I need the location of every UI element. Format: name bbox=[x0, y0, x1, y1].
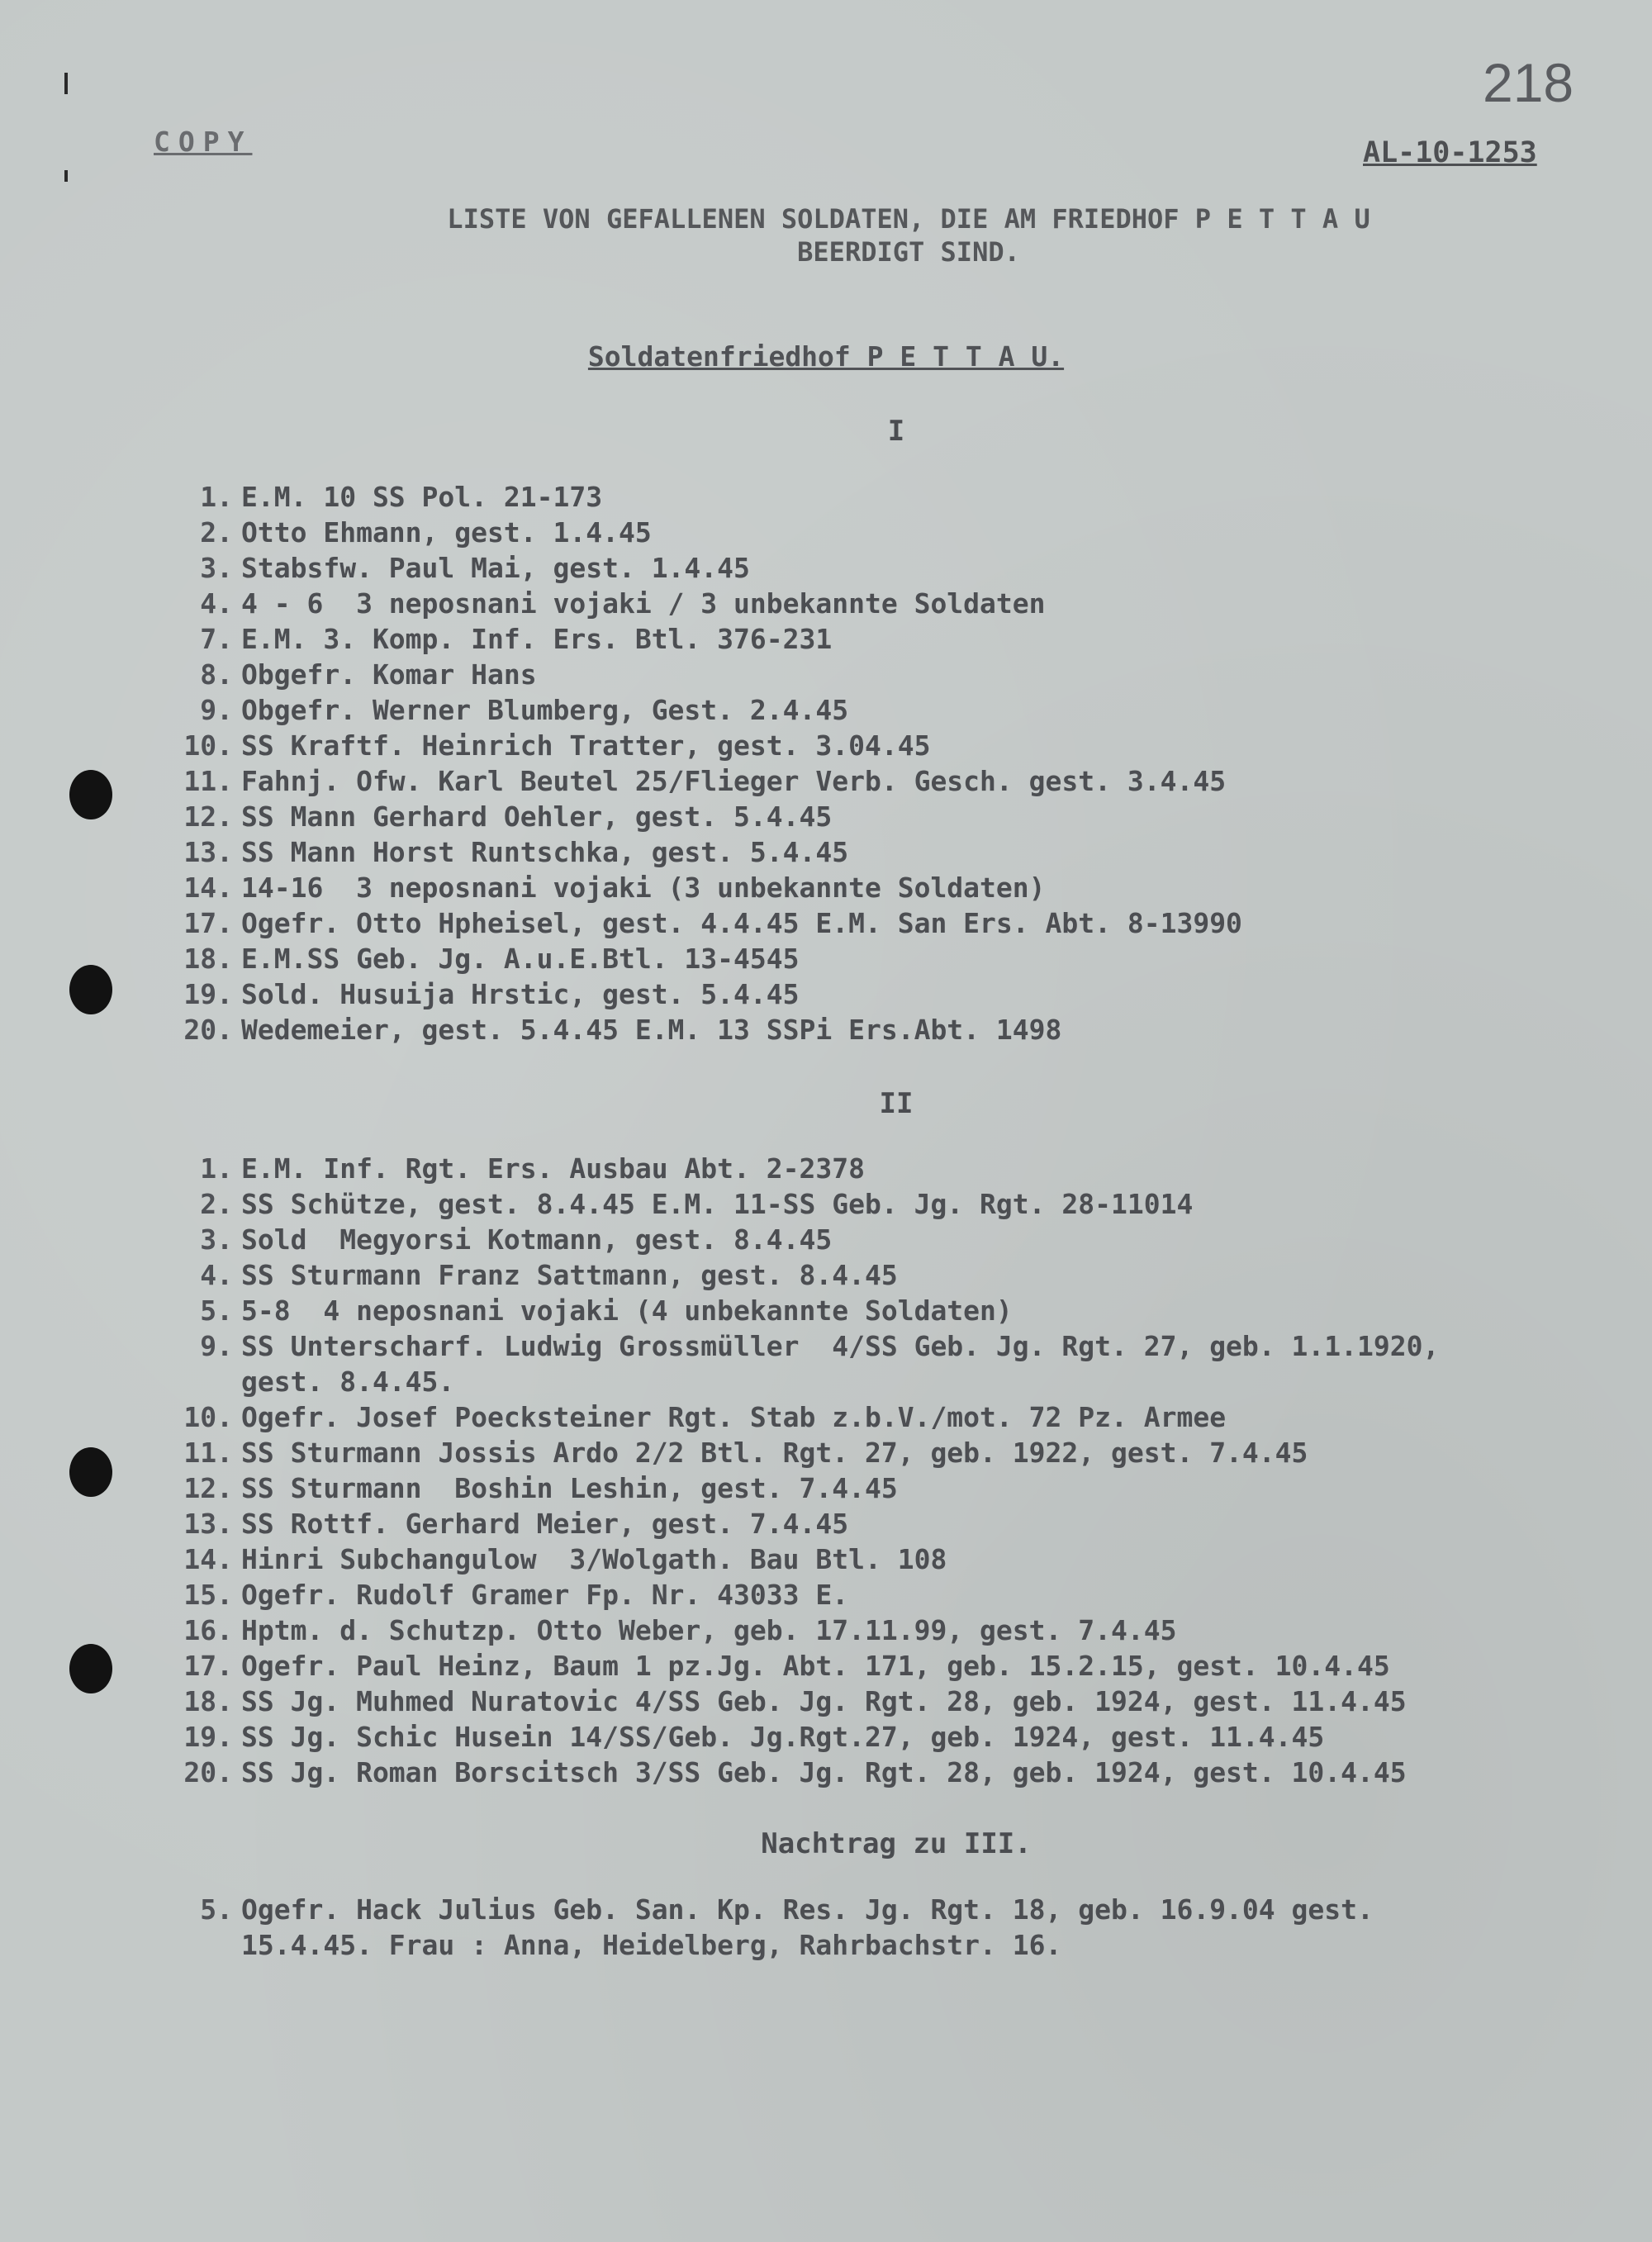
list-item bbox=[149, 1892, 1374, 1963]
list-item bbox=[149, 763, 1226, 799]
list-item bbox=[149, 1541, 947, 1577]
list-item bbox=[149, 1506, 848, 1541]
entry-number: 8. bbox=[200, 658, 233, 691]
entry-text: E.M. Inf. Rgt. Ers. Ausbau Abt. 2-2378 bbox=[241, 1152, 865, 1185]
entry-text: E.M. 3. Komp. Inf. Ers. Btl. 376-231 bbox=[241, 623, 833, 655]
entry-text: 5-8 4 neposnani vojaki (4 unbekannte Soldaten) bbox=[241, 1294, 1013, 1327]
punch-hole bbox=[69, 770, 112, 819]
entry-text: 4 - 6 3 neposnani vojaki / 3 unbekannte Soldaten bbox=[241, 587, 1046, 620]
entry-text-continued: 15.4.45. Frau : Anna, Heidelberg, Rahrbachstr. 16. bbox=[241, 1929, 1062, 1961]
entry-text: Obgefr. Werner Blumberg, Gest. 2.4.45 bbox=[241, 694, 849, 726]
list-item bbox=[149, 479, 602, 515]
list-item bbox=[149, 976, 800, 1012]
list-item bbox=[149, 1755, 1407, 1790]
list-item bbox=[149, 1186, 1193, 1222]
entry-text: Obgefr. Komar Hans bbox=[241, 658, 537, 691]
entry-text: SS Sturmann Jossis Ardo 2/2 Btl. Rgt. 27, geb. 1922, gest. 7.4.45 bbox=[241, 1437, 1308, 1469]
entry-number: 18. bbox=[183, 1685, 233, 1717]
list-item bbox=[149, 621, 832, 657]
list-item bbox=[149, 515, 652, 550]
edge-mark bbox=[64, 170, 68, 182]
entry-text: SS Kraftf. Heinrich Tratter, gest. 3.04.45 bbox=[241, 729, 931, 762]
entry-number: 17. bbox=[183, 1650, 233, 1682]
list-item bbox=[149, 834, 848, 870]
entry-number: 1. bbox=[200, 481, 233, 513]
cemetery-heading-text: Soldatenfriedhof P E T T A U. bbox=[587, 340, 1065, 373]
entry-number: 4. bbox=[200, 1259, 233, 1291]
entry-text: Ogefr. Rudolf Gramer Fp. Nr. 43033 E. bbox=[241, 1579, 849, 1611]
entry-text: Stabsfw. Paul Mai, gest. 1.4.45 bbox=[241, 552, 750, 584]
entry-number: 1. bbox=[200, 1152, 233, 1185]
entry-number: 18. bbox=[183, 943, 233, 975]
entry-number: 2. bbox=[200, 516, 233, 549]
list-item bbox=[149, 1399, 1226, 1435]
entry-number: 2. bbox=[200, 1188, 233, 1220]
list-item bbox=[149, 1719, 1324, 1755]
entry-text-continued: gest. 8.4.45. bbox=[241, 1366, 455, 1398]
copy-label: COPY bbox=[154, 126, 253, 158]
list-item bbox=[149, 586, 1046, 621]
entry-text: SS Jg. Schic Husein 14/SS/Geb. Jg.Rgt.27, geb. 1924, gest. 11.4.45 bbox=[241, 1721, 1325, 1753]
entry-text: SS Jg. Muhmed Nuratovic 4/SS Geb. Jg. Rgt. 28, geb. 1924, gest. 11.4.45 bbox=[241, 1685, 1407, 1717]
list-item bbox=[149, 550, 750, 586]
entry-text: Ogefr. Hack Julius Geb. San. Kp. Res. Jg. Rgt. 18, geb. 16.9.04 gest. bbox=[241, 1893, 1374, 1926]
punch-hole bbox=[69, 1644, 112, 1693]
entry-text: SS Sturmann Boshin Leshin, gest. 7.4.45 bbox=[241, 1472, 898, 1504]
list-item bbox=[149, 1328, 1439, 1399]
entry-text: Fahnj. Ofw. Karl Beutel 25/Flieger Verb. Gesch. gest. 3.4.45 bbox=[241, 765, 1227, 797]
entry-number: 17. bbox=[183, 907, 233, 939]
entry-text: Sold Megyorsi Kotmann, gest. 8.4.45 bbox=[241, 1223, 833, 1256]
entry-text: SS Mann Horst Runtschka, gest. 5.4.45 bbox=[241, 836, 849, 868]
list-item bbox=[149, 1648, 1390, 1684]
list-item bbox=[149, 1151, 865, 1186]
title-line-2: BEERDIGT SIND. bbox=[797, 236, 1020, 268]
entry-number: 19. bbox=[183, 1721, 233, 1753]
list-item bbox=[149, 1257, 898, 1293]
punch-hole bbox=[69, 1447, 112, 1497]
entry-number: 7. bbox=[200, 623, 233, 655]
entry-number: 9. bbox=[200, 1330, 233, 1362]
entry-text: Otto Ehmann, gest. 1.4.45 bbox=[241, 516, 652, 549]
section-heading-1: I bbox=[887, 415, 905, 448]
list-item bbox=[149, 905, 1242, 941]
page-number: 218 bbox=[1483, 52, 1574, 113]
list-item bbox=[149, 657, 537, 692]
entry-number: 20. bbox=[183, 1014, 233, 1046]
entry-text: SS Schütze, gest. 8.4.45 E.M. 11-SS Geb. Jg. Rgt. 28-11014 bbox=[241, 1188, 1194, 1220]
entry-text: SS Jg. Roman Borscitsch 3/SS Geb. Jg. Rgt. 28, geb. 1924, gest. 10.4.45 bbox=[241, 1756, 1407, 1788]
list-item bbox=[149, 1293, 1013, 1328]
cemetery-heading bbox=[0, 340, 1652, 373]
list-item bbox=[149, 799, 832, 834]
list-item bbox=[149, 692, 848, 728]
document-title bbox=[347, 202, 1470, 268]
list-item bbox=[149, 1012, 1061, 1047]
entry-text: Ogefr. Paul Heinz, Baum 1 pz.Jg. Abt. 171, geb. 15.2.15, gest. 10.4.45 bbox=[241, 1650, 1390, 1682]
entry-number: 16. bbox=[183, 1614, 233, 1646]
punch-hole bbox=[69, 965, 112, 1014]
entry-text: Sold. Husuija Hrstic, gest. 5.4.45 bbox=[241, 978, 800, 1010]
entry-number: 10. bbox=[183, 1401, 233, 1433]
entry-number: 20. bbox=[183, 1756, 233, 1788]
section-heading-2: II bbox=[879, 1087, 914, 1120]
entry-number: 9. bbox=[200, 694, 233, 726]
entry-text: E.M. 10 SS Pol. 21-173 bbox=[241, 481, 603, 513]
list-item bbox=[149, 728, 930, 763]
entry-text: 14-16 3 neposnani vojaki (3 unbekannte Soldaten) bbox=[241, 872, 1046, 904]
entry-number: 3. bbox=[200, 552, 233, 584]
entry-text: SS Mann Gerhard Oehler, gest. 5.4.45 bbox=[241, 800, 833, 833]
entry-text: Wedemeier, gest. 5.4.45 E.M. 13 SSPi Ers.Abt. 1498 bbox=[241, 1014, 1062, 1046]
entry-number: 13. bbox=[183, 1508, 233, 1540]
entry-number: 4. bbox=[200, 587, 233, 620]
entry-text: Hptm. d. Schutzp. Otto Weber, geb. 17.11.99, gest. 7.4.45 bbox=[241, 1614, 1177, 1646]
entry-number: 11. bbox=[183, 1437, 233, 1469]
list-item bbox=[149, 870, 1046, 905]
entry-number: 14. bbox=[183, 1543, 233, 1575]
entry-text: Ogefr. Otto Hpheisel, gest. 4.4.45 E.M. San Ers. Abt. 8-13990 bbox=[241, 907, 1242, 939]
list-item bbox=[149, 1435, 1308, 1470]
title-line-1: LISTE VON GEFALLENEN SOLDATEN, DIE AM FRIEDHOF P E T T A U bbox=[447, 203, 1370, 235]
entry-number: 12. bbox=[183, 1472, 233, 1504]
entry-number: 19. bbox=[183, 978, 233, 1010]
entry-text: Ogefr. Josef Poecksteiner Rgt. Stab z.b.V./mot. 72 Pz. Armee bbox=[241, 1401, 1227, 1433]
edge-mark bbox=[64, 73, 68, 94]
list-item bbox=[149, 1222, 832, 1257]
document-reference: AL-10-1253 bbox=[1363, 136, 1537, 169]
entry-text: SS Rottf. Gerhard Meier, gest. 7.4.45 bbox=[241, 1508, 849, 1540]
entry-number: 5. bbox=[200, 1893, 233, 1926]
list-item bbox=[149, 1613, 1176, 1648]
list-item bbox=[149, 941, 800, 976]
entry-text: SS Sturmann Franz Sattmann, gest. 8.4.45 bbox=[241, 1259, 898, 1291]
list-item bbox=[149, 1577, 848, 1613]
entry-text: Hinri Subchangulow 3/Wolgath. Bau Btl. 108 bbox=[241, 1543, 947, 1575]
entry-number: 3. bbox=[200, 1223, 233, 1256]
entry-number: 12. bbox=[183, 800, 233, 833]
entry-number: 11. bbox=[183, 765, 233, 797]
list-item bbox=[149, 1470, 898, 1506]
section-heading-3: Nachtrag zu III. bbox=[761, 1827, 1032, 1860]
entry-number: 14. bbox=[183, 872, 233, 904]
entry-number: 10. bbox=[183, 729, 233, 762]
entry-number: 13. bbox=[183, 836, 233, 868]
entry-text: SS Unterscharf. Ludwig Grossmüller 4/SS Geb. Jg. Rgt. 27, geb. 1.1.1920, bbox=[241, 1330, 1440, 1362]
entry-number: 5. bbox=[200, 1294, 233, 1327]
list-item bbox=[149, 1684, 1407, 1719]
entry-text: E.M.SS Geb. Jg. A.u.E.Btl. 13-4545 bbox=[241, 943, 800, 975]
entry-number: 15. bbox=[183, 1579, 233, 1611]
